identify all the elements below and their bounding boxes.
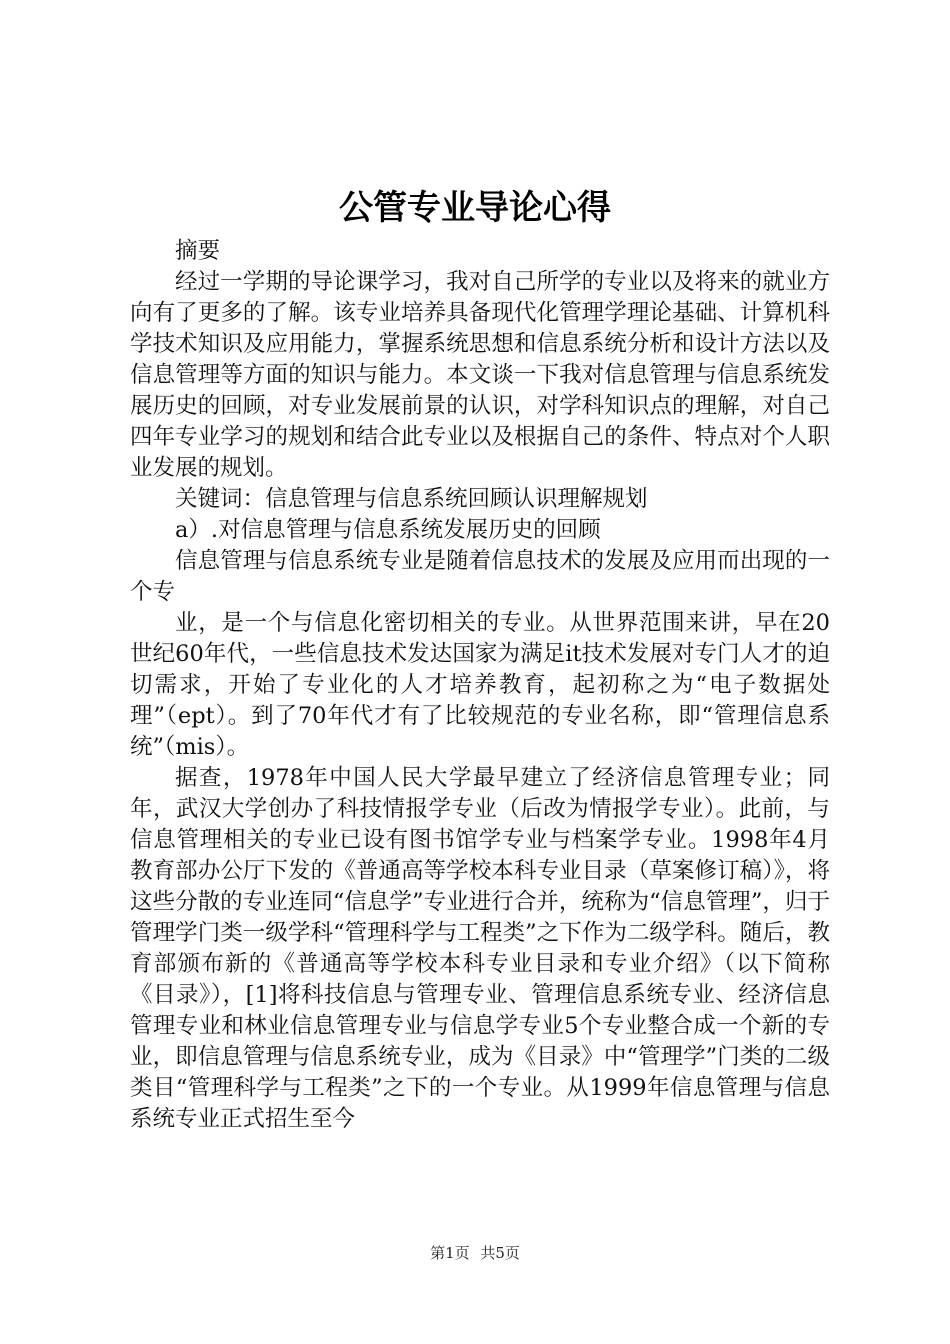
body-paragraph: 信息管理与信息系统专业是随着信息技术的发展及应用而出现的一个专 — [130, 548, 830, 605]
body-paragraph: 业，是一个与信息化密切相关的专业。从世界范围来讲，早在20世纪60年代，一些信息技术发达国家为满足it技术发展对专门人才的迫切需求，开始了专业化的人才培养教育，起初称之为“电子数据处理”（ept）。到了70年代才有了比较规范的专业名称，即“管理信息系统”（mis）。 — [130, 610, 830, 760]
page-total: 共5页 — [480, 1244, 520, 1262]
document-body — [130, 236, 830, 1135]
section-heading-history: a）.对信息管理与信息系统发展历史的回顾 — [175, 517, 601, 543]
body-paragraph: 据查，1978年中国人民大学最早建立了经济信息管理专业；同年，武汉大学创办了科技情报学专业（后改为情报学专业）。此前，与信息管理相关的专业已设有图书馆学专业与档案学专业。1998年4月教育部办公厅下发的《普通高等学校本科专业目录（草案修订稿）》，将这些分散的专业连同“信息学”专业进行合并，统称为“信息管理”，归于管理学门类一级学科“管理科学与工程类”之下作为二级学科。随后，教育部颁布新的《普通高等学校本科专业目录和专业介绍》（以下简称《目录》），[1]将科技信息与管理专业、管理信息系统专业、经济信息管理专业和林业信息管理专业与信息学专业5个专业整合成一个新的专业，即信息管理与信息系统专业，成为《目录》中“管理学”门类的二级类目“管理科学与工程类”之下的一个专业。从1999年信息管理与信息系统专业正式招生至今 — [130, 765, 830, 1132]
page-number: 第1页 — [430, 1244, 470, 1262]
abstract-heading: 摘要 — [175, 238, 221, 264]
abstract-paragraph: 经过一学期的导论课学习，我对自己所学的专业以及将来的就业方向有了更多的了解。该专业培养具备现代化管理学理论基础、计算机科学技术知识及应用能力，掌握系统思想和信息系统分析和设计方法以及信息管理等方面的知识与能力。本文谈一下我对信息管理与信息系统发展历史的回顾，对专业发展前景的认识，对学科知识点的理解，对自己四年专业学习的规划和结合此专业以及根据自己的条件、特点对个人职业发展的规划。 — [130, 269, 830, 481]
keywords-paragraph: 关键词：信息管理与信息系统回顾认识理解规划 — [175, 486, 648, 512]
document-title: 公管专业导论心得 — [339, 188, 611, 228]
page-footer — [0, 1242, 950, 1264]
